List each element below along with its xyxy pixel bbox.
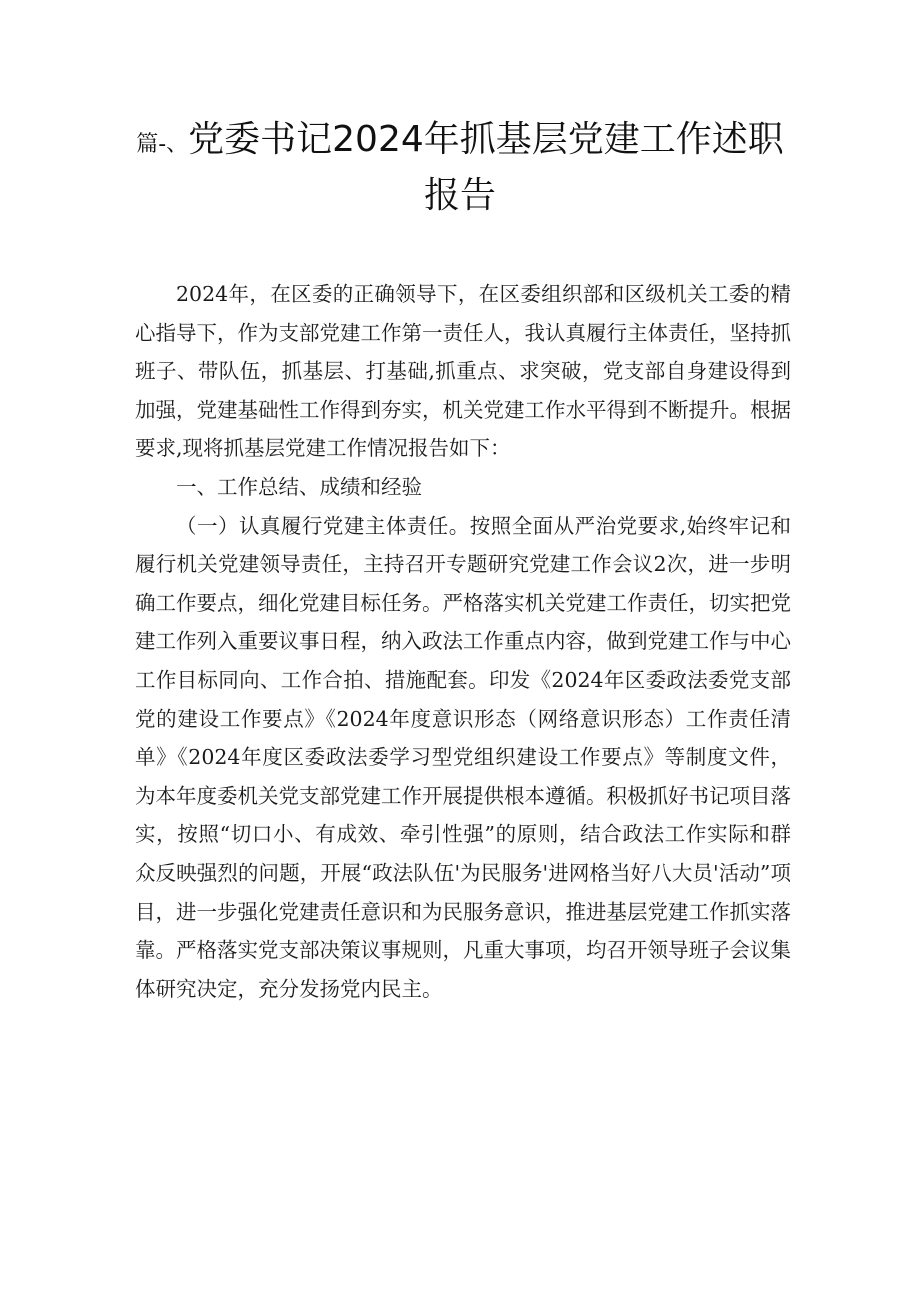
document-title-line1: [0, 116, 920, 169]
section-heading: 一、工作总结、成绩和经验: [176, 474, 422, 499]
title-prefix: 篇-、: [136, 132, 189, 157]
document-title-line2: 报告: [423, 175, 496, 216]
title-main: 党委书记2024年抓基层党建工作述职: [188, 119, 784, 160]
document-body: [135, 275, 791, 1008]
intro-paragraph: 2024年，在区委的正确领导下，在区委组织部和区级机关工委的精心指导下，作为支部党建工作第一责任人，我认真履行主体责任，坚持抓班子、带队伍，抓基层、打基础,抓重点、求突破，党支部自身建设得到加强，党建基础性工作得到夯实，机关党建工作水平得到不断提升。根据要求,现将抓基层党建工作情况报告如下：: [135, 282, 791, 461]
section-paragraph: （一）认真履行党建主体责任。按照全面从严治党要求,始终牢记和履行机关党建领导责任，主持召开专题研究党建工作会议2次，进一步明确工作要点，细化党建目标任务。严格落实机关党建工作责任，切实把党建工作列入重要议事日程，纳入政法工作重点内容，做到党建工作与中心工作目标同向、工作合拍、措施配套。印发《2024年区委政法委党支部党的建设工作要点》《2024年度意识形态（网络意识形态）工作责任清单》《2024年度区委政法委学习型党组织建设工作要点》等制度文件，为本年度委机关党支部党建工作开展提供根本遵循。积极抓好书记项目落实，按照“切口小、有成效、牵引性强”的原则，结合政法工作实际和群众反映强烈的问题，开展“政法队伍'为民服务'进网格当好八大员'活动”项目，进一步强化党建责任意识和为民服务意识，推进基层党建工作抓实落靠。严格落实党支部决策议事规则，凡重大事项，均召开领导班子会议集体研究决定，充分发扬党内民主。: [135, 513, 791, 1001]
